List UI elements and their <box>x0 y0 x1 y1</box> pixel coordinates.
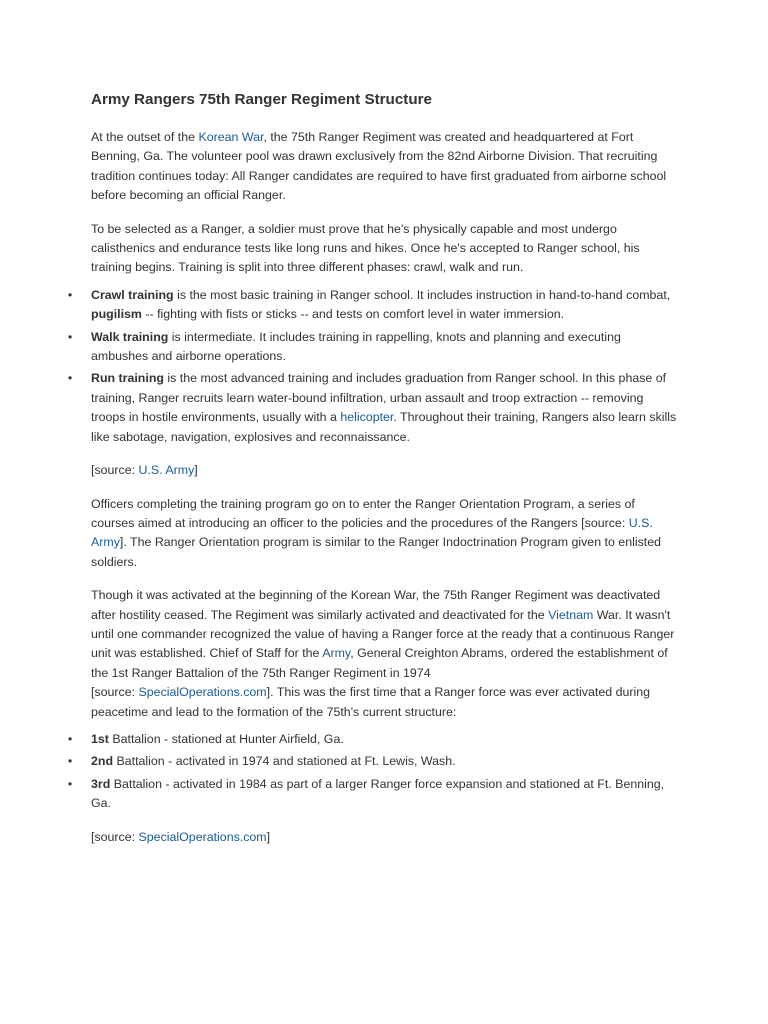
link-specialoperations-inline[interactable]: SpecialOperations.com <box>138 685 267 700</box>
source-citation-specialoperations: [source: SpecialOperations.com] <box>91 829 271 844</box>
link-helicopter[interactable]: helicopter <box>340 410 394 425</box>
paragraph-selection: To be selected as a Ranger, a soldier must prove that he's physically capable and most undergo calisthenics and endurance tests like long runs and hikes. Once he's accepted to Ranger school, his training begins. Training is split into three different phases: crawl, walk and run. <box>91 221 640 275</box>
link-army[interactable]: Army <box>322 646 351 661</box>
link-us-army-inline[interactable]: U.S. Army <box>91 515 653 550</box>
bullet-icon: • <box>67 731 73 746</box>
paragraph-intro: At the outset of the Korean War, the 75th Ranger Regiment was created and headquartered at Fort Benning, Ga. The volunteer pool was drawn exclusively from the 82nd Airborne Division. That recruiting tradition continues today: All Ranger candidates are required to have first graduated from airborne school before becoming an official Ranger. <box>91 130 667 203</box>
bullet-icon: • <box>67 754 73 769</box>
paragraph-officers: Officers completing the training program go on to enter the Ranger Orientation Program, a series of courses aimed at introducing an officer to the policies and the procedures of the Rangers [source: U.S. Army]. The Ranger Orientation program is similar to the Ranger Indoctrination Program given to enlisted soldiers. <box>91 496 662 569</box>
bullet-icon: • <box>67 776 73 791</box>
bullet-icon: • <box>67 287 73 302</box>
link-vietnam[interactable]: Vietnam <box>548 607 594 622</box>
bullet-icon: • <box>67 329 73 344</box>
list-item-crawl-training: • Crawl training is the most basic training in Ranger school. It includes instruction in hand-to-hand combat, pugilism -- fighting with fists or sticks -- and tests on comfort level in water immersion. <box>65 286 681 325</box>
source-citation-army: [source: U.S. Army] <box>91 463 198 478</box>
link-specialoperations-source[interactable]: SpecialOperations.com <box>138 829 267 844</box>
list-item-3rd-battalion: • 3rd Battalion - activated in 1984 as part of a larger Ranger force expansion and stationed at Ft. Benning, Ga. <box>65 775 681 814</box>
list-item-walk-training: • Walk training is intermediate. It includes training in rappelling, knots and planning and executing ambushes and airborne operations. <box>65 328 681 367</box>
list-item-1st-battalion: • 1st Battalion - stationed at Hunter Airfield, Ga. <box>65 730 681 749</box>
link-us-army-source[interactable]: U.S. Army <box>138 463 195 478</box>
list-item-run-training: • Run training is the most advanced training and includes graduation from Ranger school. In this phase of training, Ranger recruits learn water-bound infiltration, urban assault and troop extraction -- removing troops in hostile environments, usually with a helicopter. Throughout their training, Rangers also learn skills like sabotage, navigation, explosives and reconnaissance. <box>65 369 681 447</box>
list-item-2nd-battalion: • 2nd Battalion - activated in 1974 and stationed at Ft. Lewis, Wash. <box>65 752 681 771</box>
training-phases-list <box>65 286 681 447</box>
bullet-icon: • <box>67 371 73 386</box>
link-korean-war[interactable]: Korean War <box>198 130 264 144</box>
paragraph-history: Though it was activated at the beginning of the Korean War, the 75th Ranger Regiment was deactivated after hostility ceased. The Regiment was similarly activated and deactivated for the Vietnam War. It wasn't until one commander recognized the value of having a Ranger force at the ready that a continuous Ranger unit was established. Chief of Staff for the Army, General Creighton Abrams, ordered the establishment of the 1st Ranger Battalion of the 75th Ranger Regiment in 1974 [source: SpecialOperations.com]. This was the first time that a Ranger force was ever activated during peacetime and lead to the formation of the 75th's current structure: <box>91 588 675 719</box>
article-body <box>67 88 681 861</box>
battalion-list <box>65 730 681 814</box>
article-title: Army Rangers 75th Ranger Regiment Structure <box>91 91 432 108</box>
